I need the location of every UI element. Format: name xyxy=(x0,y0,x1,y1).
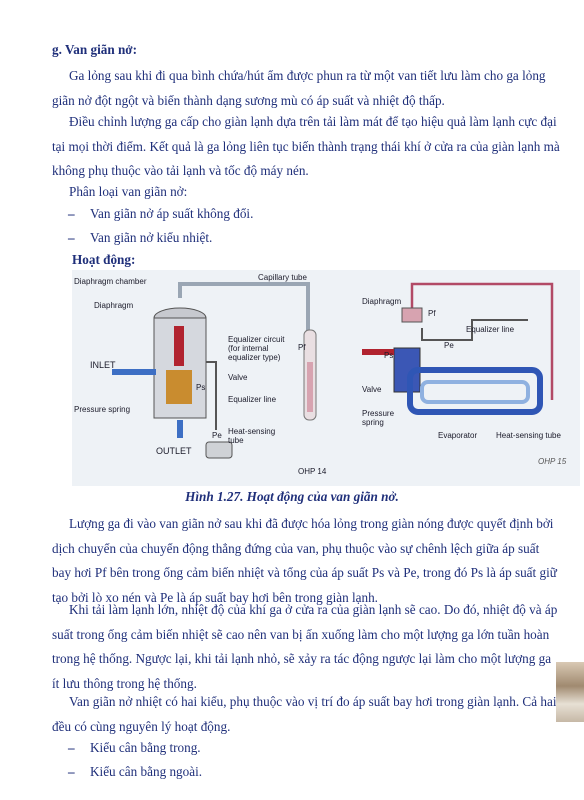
list-item: – Van giãn nở kiểu nhiệt. xyxy=(68,230,213,245)
classification-intro: Phân loại van giãn nở: xyxy=(69,184,188,199)
list-item: – Kiểu cân bằng ngoài. xyxy=(68,764,203,779)
pressure-spring-shape xyxy=(166,370,192,404)
svg-text:equalizer type): equalizer type) xyxy=(228,353,281,362)
label-diaphragm-chamber: Diaphragm chamber xyxy=(74,277,147,286)
figure-diagram xyxy=(72,270,580,486)
svg-text:tube: tube xyxy=(228,436,244,445)
label-r-equalizer-line: Equalizer line xyxy=(466,325,515,334)
label-r-evaporator: Evaporator xyxy=(438,431,478,440)
label-heat-sensing: Heat-sensing xyxy=(228,427,276,436)
paragraph-4: Khi tải làm lạnh lớn, nhiệt độ của khí ga ở cửa ra của giàn lạnh sẽ cao. Do đó, nhiệt độ và áp suất trong ống cảm biến nhiệt sẽ cao nên van bị ấn xuống làm cho một lượng ga lớn tuần hoàn trong hệ thống. Ngược lại, khi tải lạnh nhỏ, sẽ xảy ra tác động ngược lại làm cho một lượng ga ít lưu thông trong hệ thống. xyxy=(52,602,558,691)
label-equalizer-circuit: Equalizer circuit xyxy=(228,335,285,344)
label-outlet: OUTLET xyxy=(156,446,192,456)
label-ohp-14: OHP 14 xyxy=(298,467,327,476)
right-diaphragm-chamber xyxy=(402,308,422,322)
paragraph-5: Van giãn nở nhiệt có hai kiểu, phụ thuộc vào vị trí đo áp suất bay hơi trong giàn lạnh. Cả hai đều có cùng nguyên lý hoạt động. xyxy=(52,694,557,734)
paragraph-2: Điều chỉnh lượng ga cấp cho giàn lạnh dựa trên tải làm mát để tạo hiệu quả làm lạnh cực đại tại mọi thời điểm. Kết quả là ga lỏng liên tục biến thành trạng thái khí ở cửa ra của giàn lạnh mà không phụ thuộc vào tải lạnh và tốc độ máy nén. xyxy=(52,114,560,178)
label-r-valve: Valve xyxy=(362,385,382,394)
evaporator-coil xyxy=(410,370,540,412)
label-pressure-spring: Pressure spring xyxy=(74,405,131,414)
label-r-ps: Ps xyxy=(384,351,394,360)
label-inlet: INLET xyxy=(90,360,116,370)
label-ps: Ps xyxy=(196,383,206,392)
valve-pin xyxy=(174,326,184,366)
label-pe: Pe xyxy=(212,431,222,440)
label-r-pf: Pf xyxy=(428,309,436,318)
section-heading: g. Van giãn nở: xyxy=(52,42,137,57)
label-r-heat-sensing: Heat-sensing tube xyxy=(496,431,561,440)
list-item: – Kiểu cân bằng trong. xyxy=(68,740,201,755)
figure-caption: Hình 1.27. Hoạt động của van giãn nở. xyxy=(185,489,399,504)
svg-text:spring: spring xyxy=(362,418,384,427)
label-capillary-tube: Capillary tube xyxy=(258,273,307,282)
label-diaphragm: Diaphragm xyxy=(94,301,134,310)
label-r-pe: Pe xyxy=(444,341,454,350)
svg-text:(for internal: (for internal xyxy=(228,344,269,353)
label-r-diaphragm: Diaphragm xyxy=(362,297,402,306)
paragraph-3: Lượng ga đi vào van giãn nở sau khi đã được hóa lỏng trong giàn nóng được quyết định bởi dịch chuyển của chuyển động thẳng đứng của van, phụ thuộc vào sự chênh lệch giữa áp suất bay hơi Pf bên trong ống cảm biến nhiệt và tổng của áp suất Ps và Pe, trong đó Ps là áp suất giữ tạo bởi lò xo nén và Pe là áp suất bay hơi bên trong giàn lạnh. xyxy=(52,516,557,605)
paragraph-1: Ga lỏng sau khi đi qua bình chứa/hút ẩm được phun ra từ một van tiết lưu làm cho ga lỏng giãn nở đột ngột và biến thành dạng sương mù có áp suất và nhiệt độ thấp. xyxy=(52,68,546,108)
operation-heading: Hoạt động: xyxy=(72,252,136,267)
label-r-pressure: Pressure xyxy=(362,409,395,418)
list-item: – Van giãn nở áp suất không đổi. xyxy=(68,206,254,221)
label-r-ohp-15: OHP 15 xyxy=(538,457,567,466)
label-valve: Valve xyxy=(228,373,248,382)
side-photo-thumbnail xyxy=(556,662,584,722)
expansion-valve-figure xyxy=(72,270,580,486)
label-equalizer-line: Equalizer line xyxy=(228,395,277,404)
label-pf: Pf xyxy=(298,343,306,352)
